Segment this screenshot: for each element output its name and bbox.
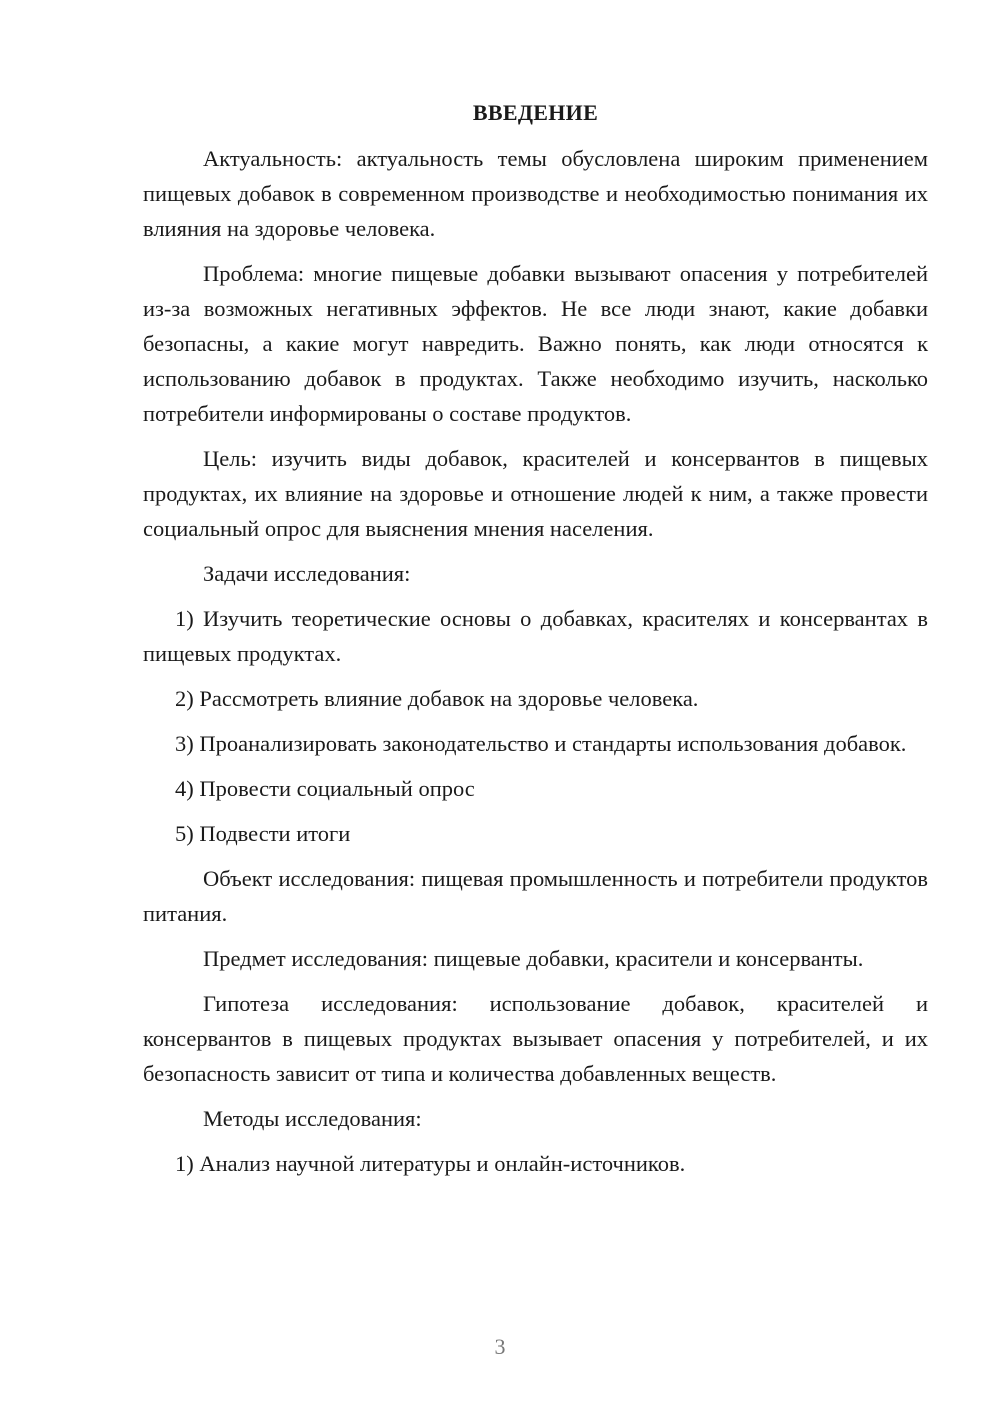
- task-item: 4) Провести социальный опрос: [175, 776, 475, 801]
- document-body: [143, 95, 928, 1191]
- page-number: 3: [494, 1334, 506, 1359]
- task-item: 1) Изучить теоретические основы о добавках, красителях и консервантах в пищевых продуктах.: [143, 606, 928, 666]
- method-item: 1) Анализ научной литературы и онлайн-источников.: [175, 1151, 686, 1176]
- section-title: ВВЕДЕНИЕ: [472, 100, 599, 125]
- research-object-paragraph: Объект исследования: пищевая промышленность и потребители продуктов питания.: [143, 866, 928, 926]
- relevance-paragraph: Актуальность: актуальность темы обусловлена широким применением пищевых добавок в современном производстве и необходимостью понимания их влияния на здоровье человека.: [143, 146, 928, 241]
- problem-paragraph: Проблема: многие пищевые добавки вызывают опасения у потребителей из-за возможных негативных эффектов. Не все люди знают, какие добавки безопасны, а какие могут навредить. Важно понять, как люди относятся к использованию добавок в продуктах. Также необходимо изучить, насколько потребители информированы о составе продуктов.: [143, 261, 928, 426]
- task-item: 5) Подвести итоги: [175, 821, 351, 846]
- task-item: 3) Проанализировать законодательство и стандарты использования добавок.: [175, 731, 907, 756]
- hypothesis-paragraph: Гипотеза исследования: использование добавок, красителей и консервантов в пищевых продуктах вызывает опасения у потребителей, и их безопасность зависит от типа и количества добавленных веществ.: [143, 991, 928, 1086]
- tasks-heading: Задачи исследования:: [203, 561, 411, 586]
- research-subject-paragraph: Предмет исследования: пищевые добавки, красители и консерванты.: [203, 946, 864, 971]
- methods-heading: Методы исследования:: [203, 1106, 422, 1131]
- task-item: 2) Рассмотреть влияние добавок на здоровье человека.: [175, 686, 699, 711]
- goal-paragraph: Цель: изучить виды добавок, красителей и консервантов в пищевых продуктах, их влияние на здоровье и отношение людей к ним, а также провести социальный опрос для выяснения мнения населения.: [143, 446, 928, 541]
